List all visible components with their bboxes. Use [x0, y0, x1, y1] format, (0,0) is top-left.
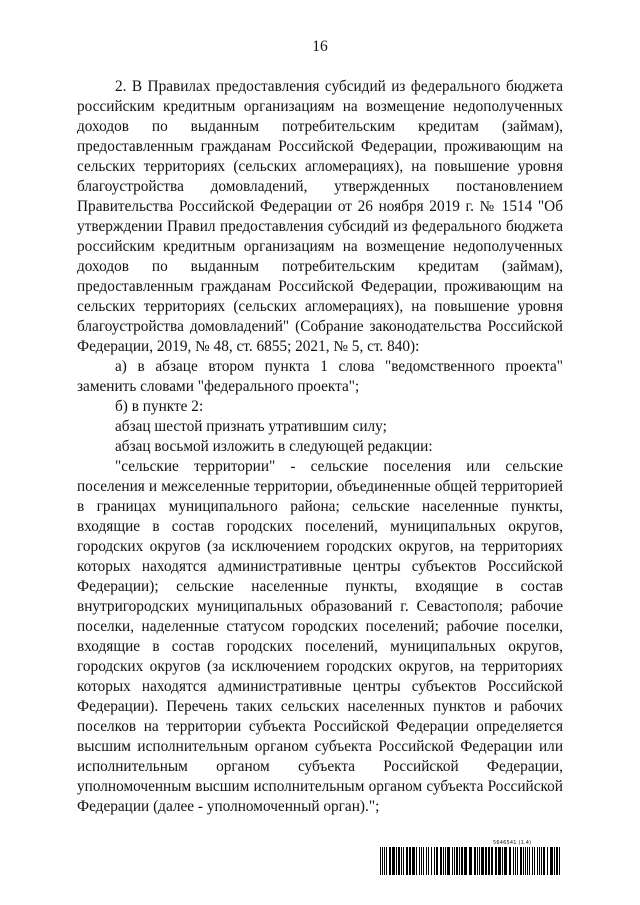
paragraph-abzac-6: абзац шестой признать утратившим силу;	[115, 418, 387, 435]
paragraph-subitem-a: а) в абзаце втором пункта 1 слова "ведомственного проекта" заменить словами "федерального проекта";	[77, 358, 563, 395]
page-number: 16	[312, 38, 328, 55]
barcode-label: 5646541 (1.4)	[493, 840, 532, 846]
paragraph-item-2: 2. В Правилах предоставления субсидий из федерального бюджета российским кредитным организациям на возмещение недополученных доходов по выданным потребительским кредитам (займам), предоставленным гражданам Российской Федерации, проживающим на сельских территориях (сельских агломерациях), на повышение уровня благоустройства домовладений, утвержденных постановлением Правительства Российской Федерации от 26 ноября 2019 г. № 1514 "Об утверждении Правил предоставления субсидий из федерального бюджета российским кредитным организациям на возмещение недополученных доходов по выданным потребительским кредитам (займам), предоставленным гражданам Российской Федерации, проживающим на сельских территориях (сельских агломерациях), на повышение уровня благоустройства домовладений" (Собрание законодательства Российской Федерации, 2019, № 48, ст. 6855; 2021, № 5, ст. 840):	[77, 78, 563, 355]
paragraph-definition: "сельские территории" - сельские поселения или сельские поселения и межселенные территории, объединенные общей территорией в границах муниципального района; сельские населенные пункты, входящие в состав городских поселений, муниципальных округов, городских округов (за исключением городских округов, на территориях которых находятся административные центры субъектов Российской Федерации); сельские населенные пункты, входящие в состав внутригородских муниципальных образований г. Севастополя; рабочие поселки, наделенные статусом городских поселений; рабочие поселки, входящие в состав городских поселений, муниципальных округов, городских округов (за исключением городских округов, на территориях которых находятся административные центры субъектов Российской Федерации). Перечень таких сельских населенных пунктов и рабочих поселков на территории субъекта Российской Федерации определяется высшим исполнительным органом субъекта Российской Федерации или исполнительным органом субъекта Российской Федерации, уполномоченным высшим исполнительным органом субъекта Российской Федерации (далее - уполномоченный орган).";	[77, 458, 563, 815]
paragraph-abzac-8: абзац восьмой изложить в следующей редакции:	[115, 438, 433, 455]
paragraph-subitem-b: б) в пункте 2:	[115, 398, 204, 415]
document-body	[77, 77, 563, 817]
barcode-icon	[380, 847, 562, 875]
